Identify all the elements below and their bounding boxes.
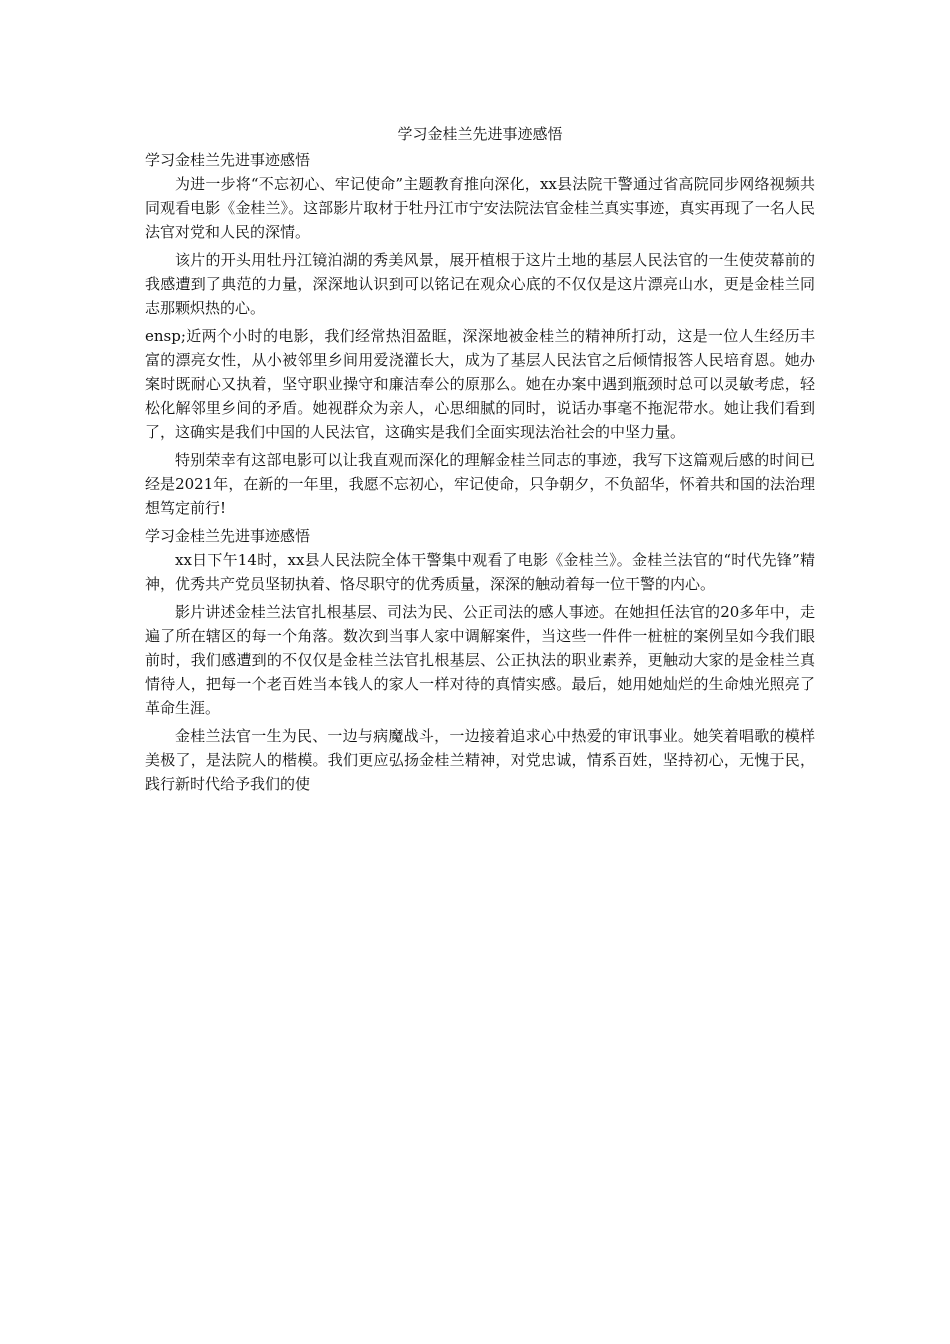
document-title: 学习金桂兰先进事迹感悟 [397, 125, 563, 143]
document-page [145, 120, 815, 800]
section-heading: 学习金桂兰先进事迹感悟 [145, 151, 311, 169]
paragraph: 影片讲述金桂兰法官扎根基层、司法为民、公正司法的感人事迹。在她担任法官的20多年中，走遍了所在辖区的每一个角落。数次到当事人家中调解案件，当这些一件件一桩桩的案例呈如今我们眼前时，我们感遭到的不仅仅是金桂兰法官扎根基层、公正执法的职业素养，更触动大家的是金桂兰真情待人，把每一个老百姓当本钱人的家人一样对待的真情实感。最后，她用她灿烂的生命烛光照亮了革命生涯。 [145, 603, 815, 717]
paragraph: 为进一步将“不忘初心、牢记使命”主题教育推向深化，xx县法院干警通过省高院同步网络视频共同观看电影《金桂兰》。这部影片取材于牡丹江市宁安法院法官金桂兰真实事迹，真实再现了一名人民法官对党和人民的深情。 [145, 175, 815, 241]
paragraph: 特别荣幸有这部电影可以让我直观而深化的理解金桂兰同志的事迹，我写下这篇观后感的时间已经是2021年，在新的一年里，我愿不忘初心，牢记使命，只争朝夕，不负韶华，怀着共和国的法治理想笃定前行! [145, 451, 815, 517]
section-2 [145, 524, 815, 796]
paragraph: 金桂兰法官一生为民、一边与病魔战斗，一边接着追求心中热爱的审讯事业。她笑着唱歌的模样美极了，是法院人的楷模。我们更应弘扬金桂兰精神，对党忠诚，情系百姓，坚持初心，无愧于民，践行新时代给予我们的使 [145, 727, 815, 793]
section-heading: 学习金桂兰先进事迹感悟 [145, 527, 311, 545]
paragraph: ensp;近两个小时的电影，我们经常热泪盈眶，深深地被金桂兰的精神所打动，这是一位人生经历丰富的漂亮女性，从小被邻里乡间用爱浇灌长大，成为了基层人民法官之后倾情报答人民培育恩。她办案时既耐心又执着，坚守职业操守和廉洁奉公的原那么。她在办案中遇到瓶颈时总可以灵敏考虑，轻松化解邻里乡间的矛盾。她视群众为亲人，心思细腻的同时，说话办事毫不拖泥带水。她让我们看到了，这确实是我们中国的人民法官，这确实是我们全面实现法治社会的中坚力量。 [145, 327, 815, 441]
paragraph: 该片的开头用牡丹江镜泊湖的秀美风景，展开植根于这片土地的基层人民法官的一生使荧幕前的我感遭到了典范的力量，深深地认识到可以铭记在观众心底的不仅仅是这片漂亮山水，更是金桂兰同志那颗炽热的心。 [145, 251, 815, 317]
paragraph: xx日下午14时，xx县人民法院全体干警集中观看了电影《金桂兰》。金桂兰法官的“时代先锋”精神，优秀共产党员坚韧执着、恪尽职守的优秀质量，深深的触动着每一位干警的内心。 [145, 551, 815, 593]
section-1 [145, 148, 815, 520]
